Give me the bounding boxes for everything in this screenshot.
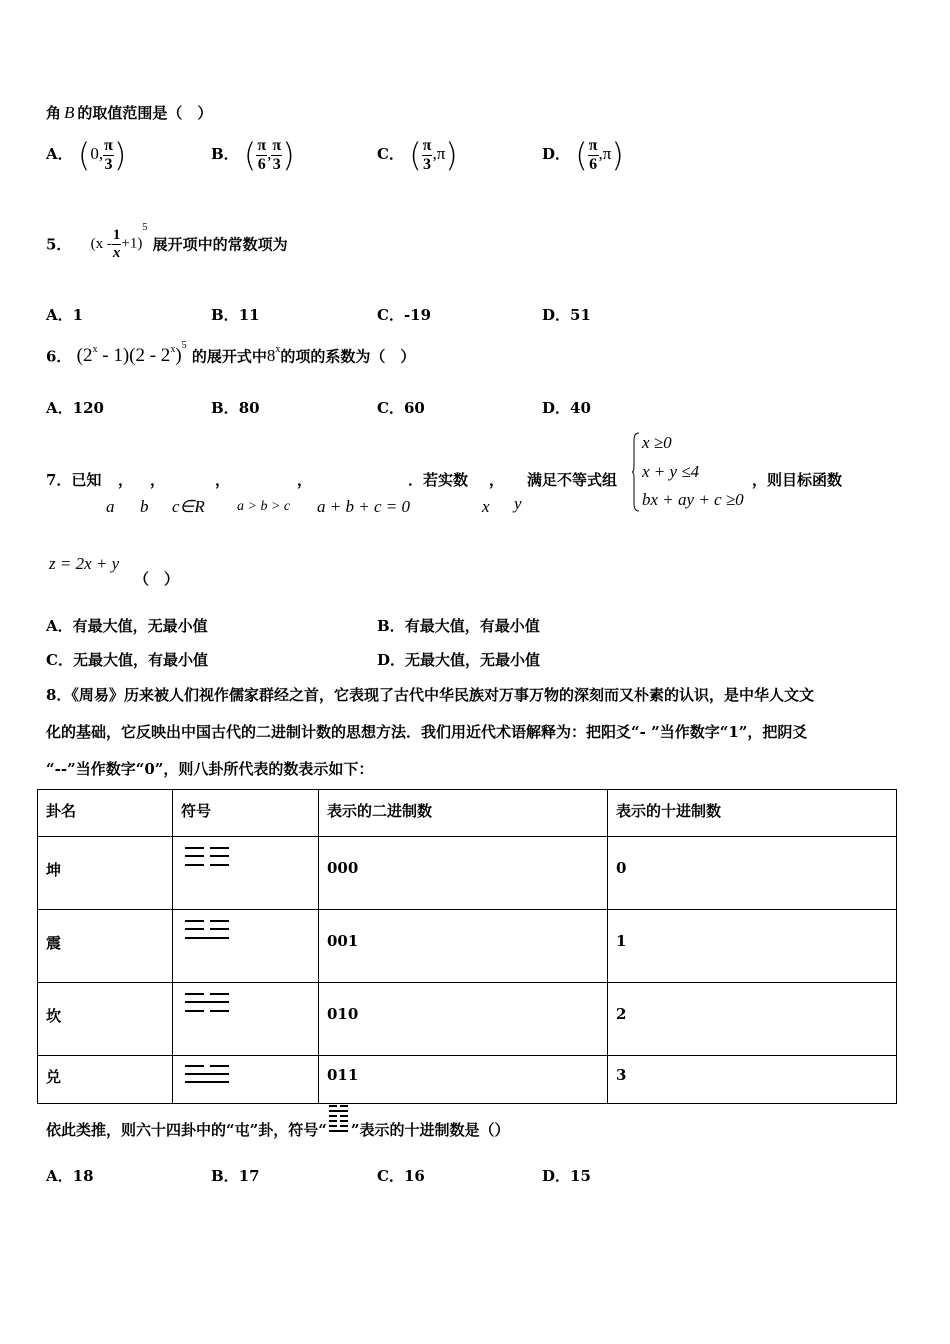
row-decimal: 0 xyxy=(608,837,897,910)
row-binary: 000 xyxy=(319,837,608,910)
header-name: 卦名 xyxy=(38,790,173,837)
q8-option-b: B．17 xyxy=(211,1167,260,1185)
row-binary: 001 xyxy=(319,910,608,983)
table-row xyxy=(38,837,897,910)
row-name: 兑 xyxy=(38,1056,173,1104)
q5-stem: 5． (x - $\frac{1}{x}$ +1)$^5$ 展开项中的常数项为 xyxy=(46,222,288,261)
kan-symbol xyxy=(173,983,319,1056)
q8-line-1: 8．《周易》历来被人们视作儒家群经之首，它表现了古代中华民族对万事万物的深刻而又朴素的认识，是中华人文文 xyxy=(46,686,814,704)
table-row xyxy=(38,1056,897,1104)
q5-option-b: B．11 xyxy=(211,306,260,324)
row-binary: 010 xyxy=(319,983,608,1056)
q7-option-a: A．有最大值，无最小值 xyxy=(46,617,208,635)
q6-option-a: A．120 xyxy=(46,399,104,417)
table-header-row xyxy=(38,790,897,837)
row-decimal: 3 xyxy=(608,1056,897,1104)
row-name: 坤 xyxy=(38,837,173,910)
q5-option-d: D．51 xyxy=(542,306,591,324)
q6-option-c: C．60 xyxy=(377,399,425,417)
q7-system-line-3: bx + ay + c ≥0 xyxy=(642,490,744,509)
q7-comma-4: ， xyxy=(297,471,313,489)
q4-option-a: A． (0, $\frac{\pi}{3}$ ) xyxy=(46,136,127,174)
q8-line-3: “--”当作数字“0”，则八卦所代表的数表示如下： xyxy=(46,760,374,778)
q8-option-d: D．15 xyxy=(542,1167,591,1185)
row-name: 震 xyxy=(38,910,173,983)
q8-follow-up: 依此类推，则六十四卦中的“屯”卦，符号“ ”表示的十进制数是（） xyxy=(46,1119,510,1140)
q7-satisfy: 满足不等式组 xyxy=(527,471,618,489)
q7-system-line-1: x ≥0 xyxy=(642,433,672,452)
q8-line-2: 化的基础，它反映出中国古代的二进制计数的思想方法．我们用近代术语解释为：把阳爻“- ”当作数字“1”，把阴爻 xyxy=(46,723,808,741)
header-decimal: 表示的十进制数 xyxy=(608,790,897,837)
q7-system-line-2: x + y ≤4 xyxy=(642,462,700,481)
bagua-table xyxy=(37,789,897,1104)
q7-sum: a + b + c = 0 xyxy=(317,497,410,516)
zhen-symbol xyxy=(173,910,319,983)
q7-then: ，则目标函数 xyxy=(752,471,843,489)
q7-option-d: D．无最大值，无最小值 xyxy=(377,651,541,669)
q6-option-b: B．80 xyxy=(211,399,260,417)
table-row xyxy=(38,983,897,1056)
q4-option-d: D． ( $\frac{\pi}{6}$ ,π) xyxy=(542,136,624,174)
row-decimal: 1 xyxy=(608,910,897,983)
q7-comma-3: ， xyxy=(215,471,231,489)
q7-system-brace xyxy=(632,432,640,512)
q7-var-x: x xyxy=(482,497,490,516)
row-decimal: 2 xyxy=(608,983,897,1056)
q6-option-d: D．40 xyxy=(542,399,591,417)
dui-symbol xyxy=(173,1056,319,1104)
q7-comma-1: ， xyxy=(118,471,134,489)
kun-symbol xyxy=(173,837,319,910)
q7-order: a > b > c xyxy=(237,499,291,514)
q7-objective: z = 2x + y xyxy=(49,554,120,573)
header-symbol: 符号 xyxy=(173,790,319,837)
q6-stem: 6． (2$^x$ - 1)(2 - 2$^x$)$^5$ 的展开式中8$^x$的项的系数为（ ） xyxy=(46,340,416,366)
table-row xyxy=(38,910,897,983)
q4-option-b: B． ( $\frac{\pi}{6}$ , $\frac{\pi}{3}$ ) xyxy=(211,136,295,174)
q7-comma-2: ， xyxy=(150,471,166,489)
row-binary: 011 xyxy=(319,1056,608,1104)
q7-option-b: B．有最大值，有最小值 xyxy=(377,617,540,635)
q7-var-y: y xyxy=(514,494,522,513)
q7-option-c: C．无最大值，有最小值 xyxy=(46,651,208,669)
q5-option-c: C．-19 xyxy=(377,306,432,324)
q8-option-a: A．18 xyxy=(46,1167,94,1185)
q7-dot-text: ．若实数 xyxy=(408,471,469,489)
header-binary: 表示的二进制数 xyxy=(319,790,608,837)
q7-var-b: b xyxy=(140,497,149,516)
q5-option-a: A．1 xyxy=(46,306,84,324)
q7-comma-5: ， xyxy=(489,471,505,489)
q7-var-c: c∈R xyxy=(172,497,205,516)
q4-stem: 角 B 的取值范围是（ ） xyxy=(46,103,213,122)
q7-paren: （ ） xyxy=(134,570,180,588)
q7-var-a: a xyxy=(106,497,115,516)
q7-number: 7．已知 xyxy=(46,471,102,489)
q8-option-c: C．16 xyxy=(377,1167,425,1185)
zhun-symbol xyxy=(327,1119,351,1139)
row-name: 坎 xyxy=(38,983,173,1056)
q4-option-c: C． ( $\frac{\pi}{3}$ ,π) xyxy=(377,136,458,174)
